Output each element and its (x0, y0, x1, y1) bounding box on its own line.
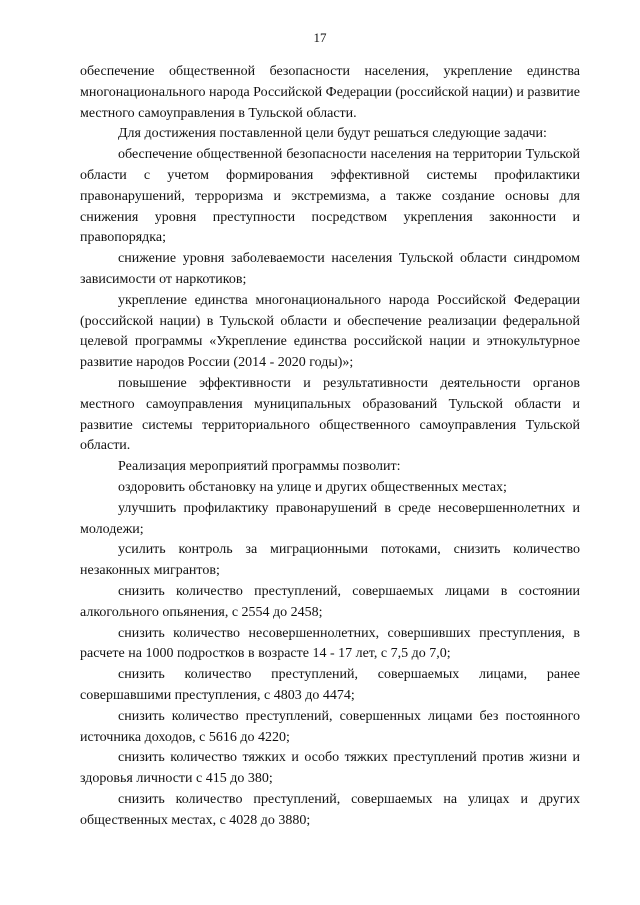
paragraph-result-grave: снизить количество тяжких и особо тяжких преступлений против жизни и здоровья личности с 415 до 380; (80, 750, 580, 787)
paragraph-result-youth: улучшить профилактику правонарушений в среде несовершеннолетних и молодежи; (80, 500, 580, 537)
paragraph-result-minors: снизить количество несовершеннолетних, совершивших преступления, в расчете на 1000 подростков в возрасте 14 - 17 лет, с 7,5 до 7,0; (80, 625, 580, 662)
paragraph-task-self-government: повышение эффективности и результативности деятельности органов местного самоуправления муниципальных образований Тульской области и развитие системы территориального общественного самоуправления Тульской области. (80, 375, 580, 454)
paragraph-task-security: обеспечение общественной безопасности населения на территории Тульской области с учетом формирования эффективной системы профилактики правонарушений, терроризма и экстремизма, а также создание основы для снижения уровня преступности посредством укрепления законности и правопорядка; (80, 147, 580, 246)
paragraph-task-unity: укрепление единства многонационального народа Российской Федерации (российской нации) в Тульской области и обеспечение реализации федеральной целевой программы «Укрепление единства российской нации и этнокультурное развитие народов России (2014 - 2020 годы)»; (80, 292, 580, 371)
paragraph-task-drugs: снижение уровня заболеваемости населения Тульской области синдромом зависимости от наркотиков; (80, 251, 580, 287)
paragraph-result-alcohol: снизить количество преступлений, совершаемых лицами в состоянии алкогольного опьянения, с 2554 до 2458; (80, 583, 580, 620)
paragraph-results-intro: Реализация мероприятий программы позволит: (118, 459, 401, 475)
page-number: 17 (313, 30, 327, 45)
paragraph-goal-continuation: обеспечение общественной безопасности населения, укрепление единства многонационального народа Российской Федерации (российской нации) и развитие местного самоуправления в Тульской области. (80, 64, 581, 121)
paragraph-result-streets: оздоровить обстановку на улице и других общественных местах; (118, 479, 507, 495)
paragraph-result-repeat: снизить количество преступлений, совершаемых лицами, ранее совершавшими преступления, с 4803 до 4474; (80, 667, 580, 703)
paragraph-result-no-income: снизить количество преступлений, совершенных лицами без постоянного источника доходов, с 5616 до 4220; (80, 708, 580, 745)
paragraph-tasks-intro: Для достижения поставленной цели будут решаться следующие задачи: (118, 126, 547, 142)
body-text (80, 62, 580, 831)
paragraph-result-public-places: снизить количество преступлений, совершаемых на улицах и других общественных местах, с 4028 до 3880; (80, 791, 580, 828)
paragraph-result-migration: усилить контроль за миграционными потоками, снизить количество незаконных мигрантов; (80, 542, 580, 579)
